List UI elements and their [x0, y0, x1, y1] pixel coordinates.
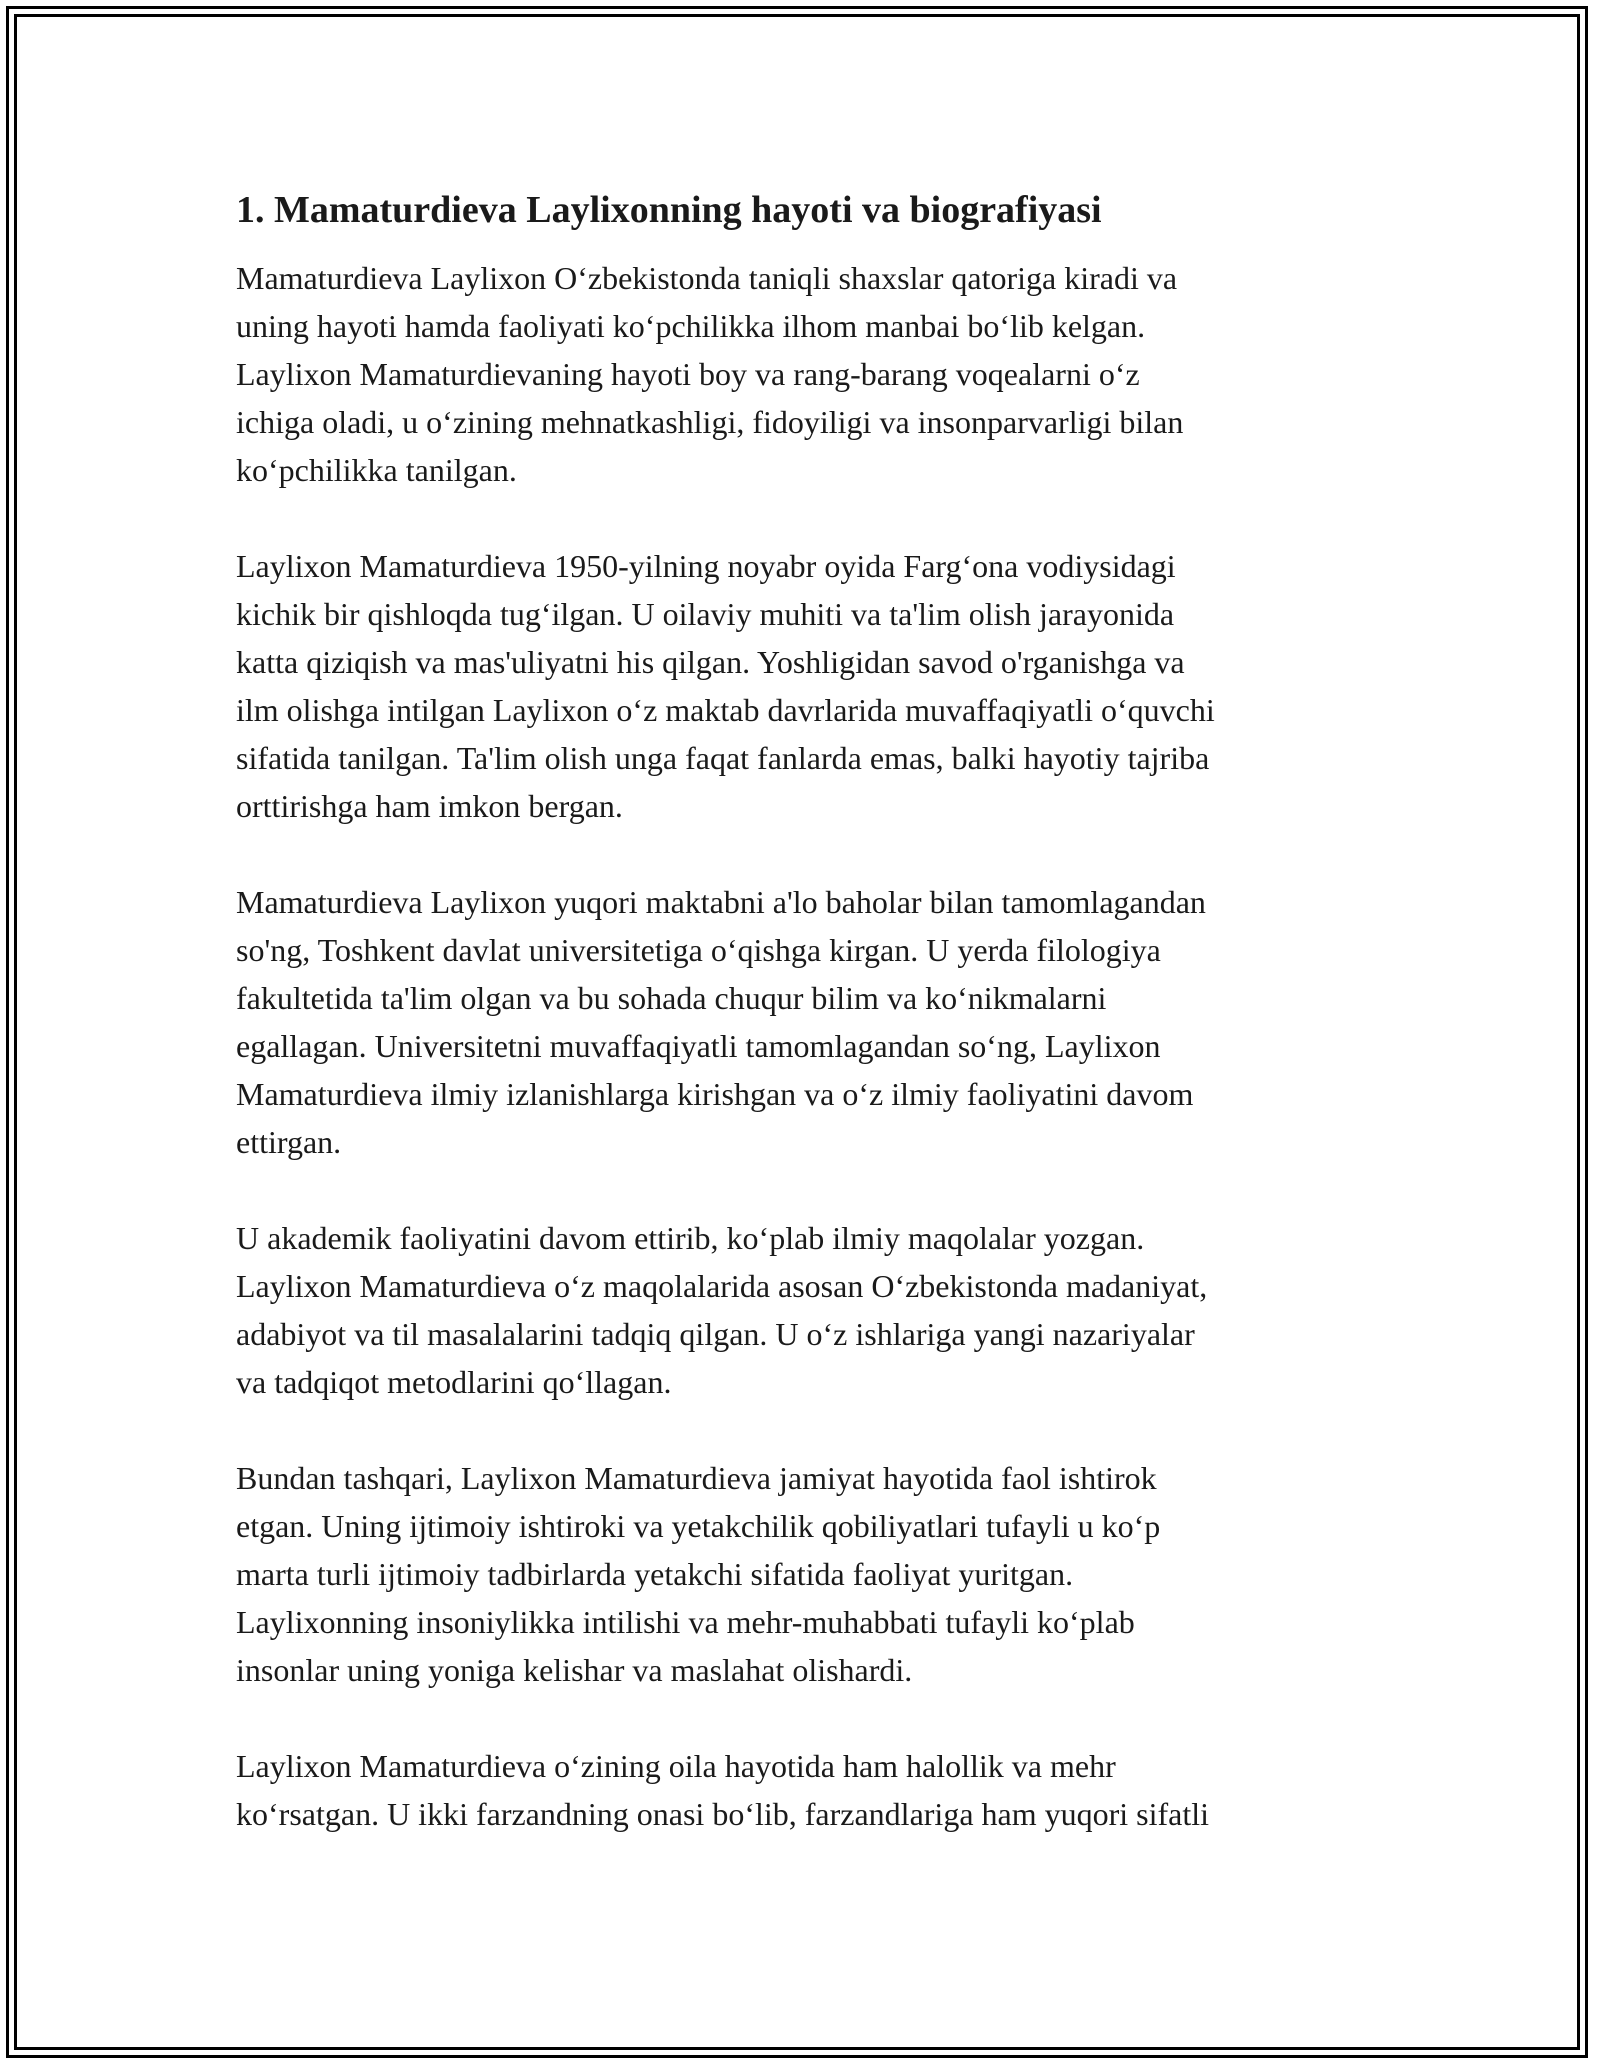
text-line: adabiyot va til masalalarini tadqiq qilgan. U o‘z ishlariga yangi nazariyalar [236, 1316, 1195, 1352]
text-line: Mamaturdieva Laylixon O‘zbekistonda taniqli shaxslar qatoriga kiradi va [236, 260, 1178, 296]
text-line: uning hayoti hamda faoliyati ko‘pchilikka ilhom manbai bo‘lib kelgan. [236, 308, 1146, 344]
paragraph-3 [236, 878, 1366, 1166]
paragraph-1 [236, 254, 1366, 494]
text-line: Laylixon Mamaturdieva 1950-yilning noyabr oyida Farg‘ona vodiysidagi [236, 548, 1176, 584]
text-line: so'ng, Toshkent davlat universitetiga o‘qishga kirgan. U yerda filologiya [236, 932, 1161, 968]
text-line: Laylixon Mamaturdievaning hayoti boy va rang-barang voqealarni o‘z [236, 356, 1140, 392]
text-line: kichik bir qishloqda tug‘ilgan. U oilaviy muhiti va ta'lim olish jarayonida [236, 596, 1175, 632]
paragraph-5 [236, 1454, 1366, 1694]
text-line: va tadqiqot metodlarini qo‘llagan. [236, 1364, 672, 1400]
text-line: ko‘pchilikka tanilgan. [236, 452, 517, 488]
text-line: etgan. Uning ijtimoiy ishtiroki va yetakchilik qobiliyatlari tufayli u ko‘p [236, 1508, 1161, 1544]
text-line: Laylixon Mamaturdieva o‘zining oila hayotida ham halollik va mehr [236, 1748, 1116, 1784]
paragraph-6 [236, 1742, 1366, 1838]
text-line: marta turli ijtimoiy tadbirlarda yetakchi sifatida faoliyat yuritgan. [236, 1556, 1074, 1592]
text-line: Mamaturdieva Laylixon yuqori maktabni a'lo baholar bilan tamomlagandan [236, 884, 1206, 920]
paragraph-4 [236, 1214, 1366, 1406]
document-body [236, 186, 1366, 1886]
text-line: ichiga oladi, u o‘zining mehnatkashligi, fidoyiligi va insonparvarligi bilan [236, 404, 1184, 440]
text-line: sifatida tanilgan. Ta'lim olish unga faqat fanlarda emas, balki hayotiy tajriba [236, 740, 1210, 776]
paragraph-2 [236, 542, 1366, 830]
text-line: Bundan tashqari, Laylixon Mamaturdieva jamiyat hayotida faol ishtirok [236, 1460, 1157, 1496]
text-line: katta qiziqish va mas'uliyatni his qilgan. Yoshligidan savod o'rganishga va [236, 644, 1185, 680]
text-line: egallagan. Universitetni muvaffaqiyatli tamomlagandan so‘ng, Laylixon [236, 1028, 1161, 1064]
text-line: Laylixon Mamaturdieva o‘z maqolalarida asosan O‘zbekistonda madaniyat, [236, 1268, 1208, 1304]
text-line: ettirgan. [236, 1124, 342, 1160]
text-line: ilm olishga intilgan Laylixon o‘z maktab davrlarida muvaffaqiyatli o‘quvchi [236, 692, 1215, 728]
text-line: U akademik faoliyatini davom ettirib, ko‘plab ilmiy maqolalar yozgan. [236, 1220, 1145, 1256]
text-line: fakultetida ta'lim olgan va bu sohada chuqur bilim va ko‘nikmalarni [236, 980, 1107, 1016]
text-line: insonlar uning yoniga kelishar va maslahat olishardi. [236, 1652, 913, 1688]
text-line: Laylixonning insoniylikka intilishi va mehr-muhabbati tufayli ko‘plab [236, 1604, 1135, 1640]
section-heading: 1. Mamaturdieva Laylixonning hayoti va biografiyasi [236, 189, 1102, 231]
text-line: Mamaturdieva ilmiy izlanishlarga kirishgan va o‘z ilmiy faoliyatini davom [236, 1076, 1194, 1112]
text-line: ko‘rsatgan. U ikki farzandning onasi bo‘lib, farzandlariga ham yuqori sifatli [236, 1796, 1210, 1832]
text-line: orttirishga ham imkon bergan. [236, 788, 623, 824]
